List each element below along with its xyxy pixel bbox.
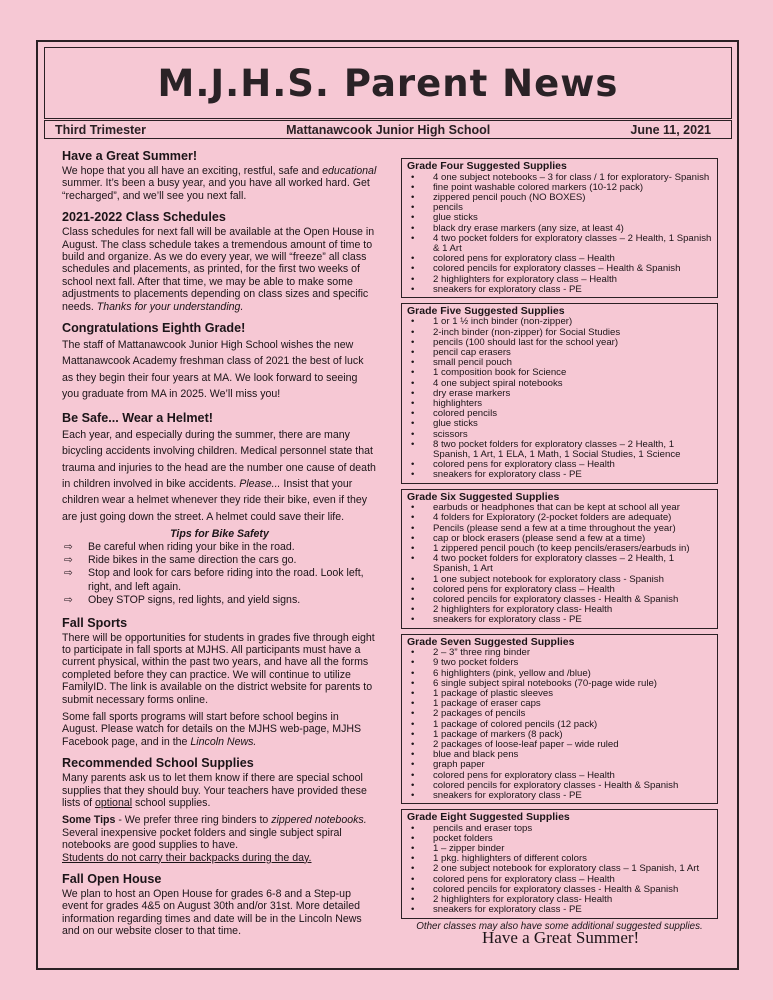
issue-date: June 11, 2021 [630, 122, 711, 137]
grade-seven-box [401, 634, 718, 805]
bullet-icon: • [411, 283, 415, 295]
bullet-icon: • [411, 738, 415, 750]
list-item: • 4 one subject notebooks – 3 for class / 1 for exploratory- Spanish [411, 171, 710, 183]
bullet-icon: • [411, 387, 415, 399]
grade-eight-box [401, 809, 718, 918]
list-item: • pencil cap erasers [411, 347, 511, 359]
bullet-icon: • [411, 687, 415, 699]
supplies-note: Other classes may also have some additional suggested supplies. [416, 920, 703, 932]
bullet-icon: • [411, 212, 415, 224]
list-item: • 2-inch binder (non-zipper) for Social Studies [411, 326, 621, 338]
list-item: ⇨ Stop and look for cars before riding into the road. Look left, right, and left again. [64, 567, 364, 593]
list-item: • 2 highlighters for exploratory class- Health [411, 894, 613, 906]
schedules-text: Class schedules for next fall will be available at the Open House in August. The class schedule takes a tremendous amount of time to build and organize. As we do every year, we will “freeze” all class schedules and placements, as printed, for the first two weeks of school next fall. After that time, we may be able to make some adjustments to placements depending on class sizes and specific needs. Thanks for your understanding. [62, 226, 375, 313]
arrow-icon: ⇨ [64, 540, 73, 553]
grade-six-list [407, 503, 713, 625]
bullet-icon: • [411, 657, 415, 669]
list-item: • 9 two pocket folders [411, 657, 519, 669]
bullet-icon: • [411, 677, 415, 689]
bullet-icon: • [411, 698, 415, 710]
fall-sports-text: There will be opportunities for students in grades five through eight to participate in fall sports at MJHS. All participants must have a current physical, within the past two years, and have all the forms completed before they can practice. We will continue to utilize FamilyID. The link is available on the district website for parents to submit necessary forms online. [62, 631, 375, 706]
masthead [44, 47, 732, 119]
list-item: • sneakers for exploratory class - PE [411, 283, 582, 295]
grade-seven-title: Grade Seven Suggested Supplies [407, 635, 575, 648]
bullet-icon: • [411, 594, 415, 606]
bike-tips-list [64, 541, 377, 608]
grade-eight-list [407, 824, 713, 916]
list-item: ⇨ Ride bikes in the same direction the cars go. [64, 553, 297, 566]
list-item: • 2 highlighters for exploratory class- Health [411, 604, 613, 616]
supplies-tips: Some Tips - We prefer three ring binders to zippered notebooks. Several inexpensive pocket folders and single subject spiral notebooks are good supplies to have. [62, 814, 367, 852]
list-item: • 4 two pocket folders for exploratory classes – 2 Health, 1 Spanish, 1 Art [411, 553, 675, 575]
grade-four-list [407, 173, 713, 295]
bullet-icon: • [411, 202, 415, 214]
list-item: • sneakers for exploratory class - PE [411, 789, 582, 801]
backpack-note: Students do not carry their backpacks during the day. [62, 851, 312, 864]
list-item: • earbuds or headphones that can be kept at school all year [411, 502, 680, 514]
bullet-icon: • [411, 749, 415, 761]
bullet-icon: • [411, 232, 415, 244]
bullet-icon: • [411, 822, 415, 834]
list-item: • 2 packages of pencils [411, 708, 526, 720]
list-item: • 2 packages of loose-leaf paper – wide ruled [411, 738, 619, 750]
bullet-icon: • [411, 377, 415, 389]
bullet-icon: • [411, 357, 415, 369]
list-item: • pencils and eraser tops [411, 822, 533, 834]
list-item: • sneakers for exploratory class - PE [411, 614, 582, 626]
list-item: • 1 pkg. highlighters of different colors [411, 853, 587, 865]
open-house-heading: Fall Open House [62, 872, 162, 887]
list-item: • colored pencils for exploratory classes - Health & Spanish [411, 883, 679, 895]
bullet-icon: • [411, 904, 415, 916]
list-item: • pencils (100 should last for the school year) [411, 336, 619, 348]
bullet-icon: • [411, 647, 415, 659]
list-item: • sneakers for exploratory class - PE [411, 469, 582, 481]
summer-heading: Have a Great Summer! [62, 149, 198, 163]
bullet-icon: • [411, 398, 415, 410]
list-item: ⇨ Be careful when riding your bike in the road. [64, 540, 295, 553]
list-item: • colored pencils for exploratory classes - Health & Spanish [411, 594, 679, 606]
bullet-icon: • [411, 347, 415, 359]
list-item: • colored pens for exploratory class – Health [411, 253, 615, 265]
supplies-text: Many parents ask us to let them know if there are special school supplies that they should buy. Your teachers have provided these lists of optional school supplies. [62, 772, 367, 810]
list-item: • Pencils (please send a few at a time throughout the year) [411, 522, 676, 534]
eighth-grade-text: The staff of Mattanawcook Junior High School wishes the new Mattanawcook Academy freshman class of 2021 the best of luck as they begin their four years at MA. We look forward to seeing you graduate from MA in 2025. We’ll miss you! [62, 339, 364, 401]
helmet-text: Each year, and especially during the summer, there are many bicycling accidents involving children. Medical personnel state that trauma and injuries to the head are the number one cause of death in children involved in bike accidents. Please... Insist that your children wear a helmet whenever they ride their bike, even if they are just going down the street. A helmet could save their life. [62, 428, 376, 523]
list-item: • colored pencils [411, 408, 497, 420]
list-item: ⇨ Obey STOP signs, red lights, and yield signs. [64, 594, 301, 607]
list-item: • pocket folders [411, 832, 493, 844]
grade-five-list [407, 317, 713, 480]
bullet-icon: • [411, 614, 415, 626]
list-item: • 1 package of plastic sleeves [411, 687, 553, 699]
list-item: • zippered pencil pouch (NO BOXES) [411, 191, 586, 203]
bullet-icon: • [411, 883, 415, 895]
bullet-icon: • [411, 728, 415, 740]
list-item: • 6 single subject spiral notebooks (70-page wide rule) [411, 677, 657, 689]
info-bar [44, 120, 732, 139]
left-column [62, 149, 377, 938]
list-item: • graph paper [411, 759, 485, 771]
bullet-icon: • [411, 191, 415, 203]
list-item: • colored pens for exploratory class – Health [411, 873, 615, 885]
grade-six-title: Grade Six Suggested Supplies [407, 490, 560, 503]
bullet-icon: • [411, 459, 415, 471]
bullet-icon: • [411, 273, 415, 285]
list-item: • 4 folders for Exploratory (2-pocket folders are adequate) [411, 512, 672, 524]
list-item: • colored pens for exploratory class – Health [411, 769, 615, 781]
list-item: • 1 one subject notebook for exploratory class - Spanish [411, 573, 664, 585]
list-item: • 1 package of colored pencils (12 pack) [411, 718, 598, 730]
bullet-icon: • [411, 428, 415, 440]
list-item: • 8 two pocket folders for exploratory classes – 2 Health, 1 Spanish, 1 Art, 1 ELA, 1 Math, 1 Social Studies, 1 Science [411, 438, 681, 461]
bullet-icon: • [411, 873, 415, 885]
list-item: • glue sticks [411, 212, 478, 224]
grade-four-title: Grade Four Suggested Supplies [407, 160, 567, 172]
bullet-icon: • [411, 171, 415, 183]
bullet-icon: • [411, 894, 415, 906]
list-item: • 1 package of markers (8 pack) [411, 728, 563, 740]
arrow-icon: ⇨ [64, 553, 73, 566]
bullet-icon: • [411, 222, 415, 234]
list-item: • 2 one subject notebook for exploratory class – 1 Spanish, 1 Art [411, 863, 700, 875]
bullet-icon: • [411, 863, 415, 875]
closing-message: Have a Great Summer! [482, 928, 640, 947]
fall-sports-text-2: Some fall sports programs will start before school begins in August. Please watch for details on the MJHS web-page, MJHS Facebook page, and in the Lincoln News. [62, 711, 362, 748]
grade-five-box [401, 303, 718, 484]
bike-tips-heading: Tips for Bike Safety [170, 528, 269, 541]
bullet-icon: • [411, 667, 415, 679]
bullet-icon: • [411, 543, 415, 554]
bullet-icon: • [411, 789, 415, 801]
bullet-icon: • [411, 181, 415, 193]
arrow-icon: ⇨ [64, 594, 73, 607]
newsletter-title: M.J.H.S. Parent News [157, 61, 619, 105]
list-item: • 2 highlighters for exploratory class – Health [411, 273, 617, 285]
schedules-heading: 2021-2022 Class Schedules [62, 210, 226, 225]
list-item: • 4 two pocket folders for exploratory classes – 2 Health, 1 Spanish & 1 Art [411, 232, 712, 254]
arrow-icon: ⇨ [64, 567, 73, 580]
list-item: • highlighters [411, 398, 483, 410]
bullet-icon: • [411, 553, 415, 565]
list-item: • 1 composition book for Science [411, 367, 567, 379]
list-item: • pencils [411, 202, 463, 214]
bullet-icon: • [411, 367, 415, 379]
bullet-icon: • [411, 316, 415, 328]
bullet-icon: • [411, 336, 415, 348]
list-item: • sneakers for exploratory class - PE [411, 904, 582, 916]
list-item: • black dry erase markers (any size, at least 4) [411, 222, 624, 234]
list-item: • scissors [411, 428, 468, 440]
bullet-icon: • [411, 263, 415, 275]
bullet-icon: • [411, 408, 415, 420]
eighth-grade-heading: Congratulations Eighth Grade! [62, 321, 246, 336]
summer-text: We hope that you all have an exciting, restful, safe and educational summer. It’s been a busy year, and you have all worked hard. Get “recharged”, and we’ll see you next fall. [62, 165, 377, 202]
bullet-icon: • [411, 253, 415, 265]
list-item: • dry erase markers [411, 387, 511, 399]
bullet-icon: • [411, 832, 415, 844]
list-item: • colored pencils for exploratory classes - Health & Spanish [411, 779, 679, 791]
list-item: • 1 – zipper binder [411, 843, 505, 855]
list-item: • 4 one subject spiral notebooks [411, 377, 563, 389]
grade-six-box [401, 489, 718, 629]
list-item: • cap or block erasers (please send a few at a time) [411, 532, 646, 544]
helmet-heading: Be Safe... Wear a Helmet! [62, 410, 213, 425]
bullet-icon: • [411, 779, 415, 791]
trimester-label: Third Trimester [55, 122, 146, 137]
bullet-icon: • [411, 502, 415, 514]
list-item: • 1 zippered pencil pouch (to keep pencils/erasers/earbuds in) [411, 543, 690, 554]
bullet-icon: • [411, 418, 415, 430]
grade-eight-title: Grade Eight Suggested Supplies [407, 811, 570, 824]
bullet-icon: • [411, 573, 415, 585]
supplies-heading: Recommended School Supplies [62, 756, 254, 771]
bullet-icon: • [411, 718, 415, 730]
bullet-icon: • [411, 438, 415, 450]
grade-seven-list [407, 648, 713, 801]
bullet-icon: • [411, 512, 415, 524]
list-item: • 1 or 1 ½ inch binder (non-zipper) [411, 316, 573, 328]
bullet-icon: • [411, 469, 415, 481]
bullet-icon: • [411, 583, 415, 595]
list-item: • fine point washable colored markers (10-12 pack) [411, 181, 644, 193]
list-item: • colored pens for exploratory class – Health [411, 583, 615, 595]
bullet-icon: • [411, 769, 415, 781]
grade-four-box [401, 158, 718, 298]
bullet-icon: • [411, 759, 415, 771]
list-item: • glue sticks [411, 418, 478, 430]
school-name: Mattanawcook Junior High School [286, 122, 491, 137]
list-item: • 2 – 3” three ring binder [411, 647, 531, 659]
list-item: • blue and black pens [411, 749, 519, 761]
right-column [401, 158, 718, 932]
bullet-icon: • [411, 522, 415, 534]
bullet-icon: • [411, 532, 415, 544]
bullet-icon: • [411, 708, 415, 720]
list-item: • colored pencils for exploratory classes – Health & Spanish [411, 263, 681, 275]
bullet-icon: • [411, 853, 415, 865]
list-item: • colored pens for exploratory class – Health [411, 459, 615, 471]
list-item: • 6 highlighters (pink, yellow and /blue) [411, 667, 591, 679]
bullet-icon: • [411, 843, 415, 855]
bullet-icon: • [411, 604, 415, 616]
grade-five-title: Grade Five Suggested Supplies [407, 304, 565, 317]
bullet-icon: • [411, 326, 415, 338]
fall-sports-heading: Fall Sports [62, 615, 128, 630]
list-item: • small pencil pouch [411, 357, 512, 369]
list-item: • 1 package of eraser caps [411, 698, 541, 710]
open-house-text: We plan to host an Open House for grades 6-8 and a Step-up event for grades 4&5 on August 30th and/or 31st. More detailed information regarding times and date will be in the Lincoln News and on our website closer to that time. [62, 888, 362, 938]
